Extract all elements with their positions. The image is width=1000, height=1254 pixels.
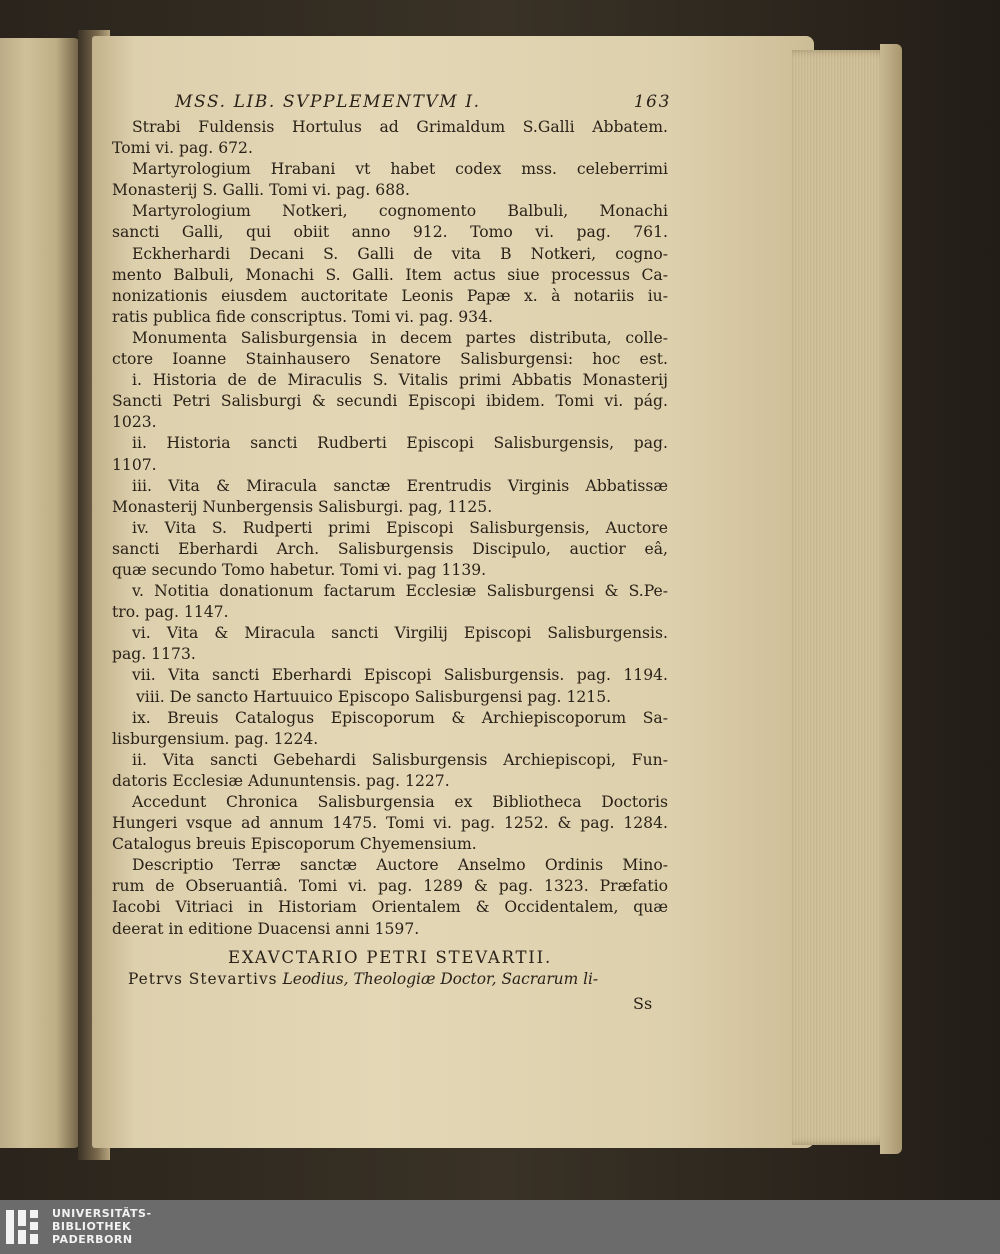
text-line: Accedunt Chronica Salisburgensia ex Bibliotheca Doctoris [132,793,668,811]
text-line: ii. Vita sancti Gebehardi Salisburgensis Archiepiscopi, Fun- [132,750,668,769]
text-line: nonizationis eiusdem auctoritate Leonis Papæ x. à notariis iu- [112,286,668,305]
text-line: v. Notitia donationum factarum Ecclesiæ Salisburgensi & S.Pe- [132,582,668,601]
text-line: sancti Galli, qui obiit anno 912. Tomo vi. pag. 761. [112,223,668,242]
library-name-line: UNIVERSITÄTS- [52,1207,152,1220]
text-line: Catalogus breuis Episcoporum Chyemensium. [112,835,477,854]
text-line: vii. Vita sancti Eberhardi Episcopi Salisburgensis. pag. 1194. [132,666,668,685]
section-heading: EXAVCTARIO PETRI STEVARTII. [228,948,552,967]
text-line: rum de Obseruantiâ. Tomi vi. pag. 1289 & pag. 1323. Præfatio [112,877,668,896]
text-line: vi. Vita & Miracula sancti Virgilij Episcopi Salisburgensis. [132,624,668,643]
page-edges [792,50,892,1145]
page-number: 163 [633,92,671,112]
library-name [52,1207,152,1246]
text-line: pag. 1173. [112,645,196,664]
text-line: Monasterij Nunbergensis Salisburgi. pag, 1125. [112,497,493,516]
text-line: iii. Vita & Miracula sanctæ Erentrudis Virginis Abbatissæ [132,476,668,495]
library-name-line: BIBLIOTHEK [52,1220,132,1233]
text-line: tro. pag. 1147. [112,603,229,622]
text-line: deerat in editione Duacensi anni 1597. [112,919,420,938]
running-head [175,92,671,112]
library-name-line: PADERBORN [52,1233,133,1246]
text-line: Sancti Petri Salisburgi & secundi Episcopi ibidem. Tomi vi. pág. [112,392,668,411]
text-line: Martyrologium Hrabani vt habet codex mss. celeberrimi [132,160,668,179]
text-line: Monumenta Salisburgensia in decem partes distributa, colle- [132,328,668,347]
text-line: 1023. [112,413,157,432]
page-body [112,117,668,940]
text-line: i. Historia de de Miraculis S. Vitalis primi Abbatis Monasterij [132,371,668,390]
running-title: MSS. LIB. SVPPLEMENTVM I. [175,92,481,112]
author-description: Leodius, Theologiæ Doctor, Sacrarum li- [282,970,599,988]
text-line: lisburgensium. pag. 1224. [112,729,319,748]
last-text-line [128,970,668,988]
text-line: Strabi Fuldensis Hortulus ad Grimaldum S.Galli Abbatem. [132,118,668,136]
text-line: iv. Vita S. Rudperti primi Episcopi Salisburgensis, Auctore [132,518,668,537]
text-line: ctore Ioanne Stainhausero Senatore Salisburgensi: hoc est. [112,350,668,369]
book-cover-edge [880,44,902,1154]
library-logo-icon [4,1206,42,1248]
text-line: ii. Historia sancti Rudberti Episcopi Salisburgensis, pag. [132,434,668,453]
catchword: Ss [633,994,653,1013]
text-line: sancti Eberhardi Arch. Salisburgensis Discipulo, auctior eâ, [112,539,668,558]
text-line: viii. De sancto Hartuuico Episcopo Salisburgensi pag. 1215. [136,687,612,706]
text-line: mento Balbuli, Monachi S. Galli. Item actus siue processus Ca- [112,265,668,284]
text-line: Monasterij S. Galli. Tomi vi. pag. 688. [112,181,411,200]
left-page-edge [0,38,80,1148]
text-line: datoris Ecclesiæ Adununtensis. pag. 1227. [112,771,450,790]
text-line: Eckherhardi Decani S. Galli de vita B Notkeri, cogno- [132,244,668,263]
text-line: ix. Breuis Catalogus Episcoporum & Archiepiscoporum Sa- [132,708,668,727]
author-name: Petrvs Stevartivs [128,970,278,988]
text-line: Tomi vi. pag. 672. [112,139,253,158]
text-line: ratis publica fide conscriptus. Tomi vi. pag. 934. [112,307,493,326]
library-footer-bar [0,1200,1000,1254]
text-line: 1107. [112,455,157,474]
text-line: Martyrologium Notkeri, cognomento Balbuli, Monachi [132,202,668,221]
text-line: quæ secundo Tomo habetur. Tomi vi. pag 1139. [112,560,487,579]
text-line: Iacobi Vitriaci in Historiam Orientalem & Occidentalem, quæ [112,898,668,917]
text-line: Hungeri vsque ad annum 1475. Tomi vi. pag. 1252. & pag. 1284. [112,814,668,833]
text-line: Descriptio Terræ sanctæ Auctore Anselmo Ordinis Mino- [132,856,668,875]
